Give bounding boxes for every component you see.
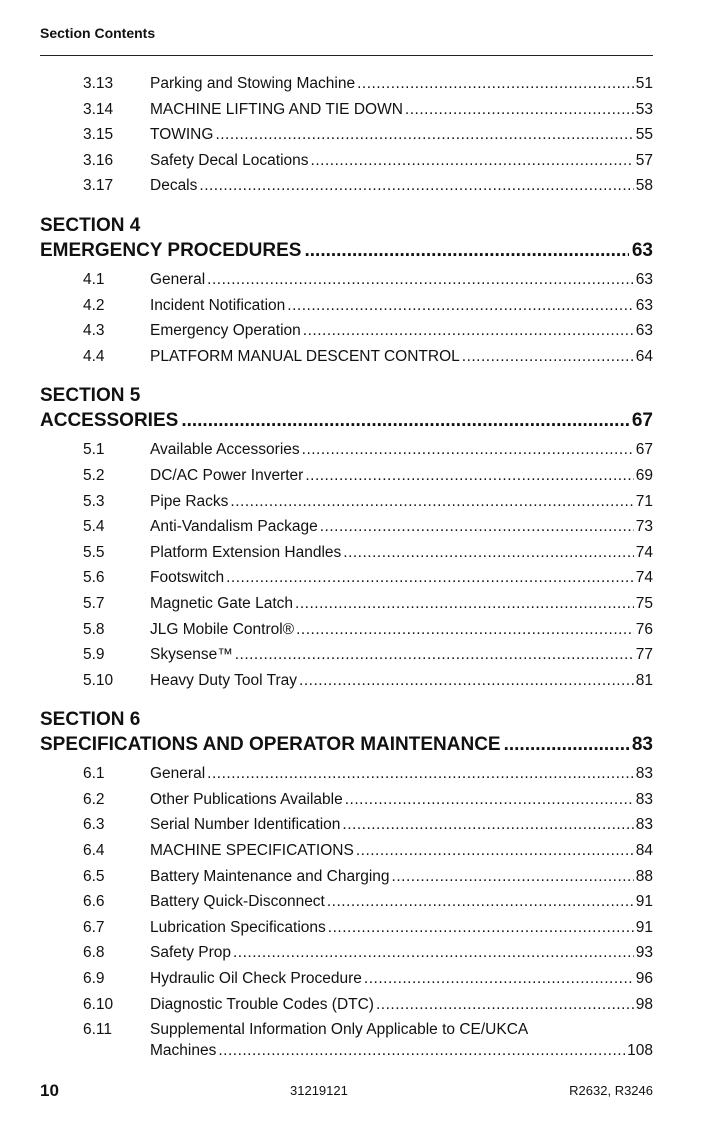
toc-entry[interactable] (40, 644, 653, 670)
toc-entry[interactable] (40, 175, 653, 201)
dot-leader (342, 816, 633, 834)
toc-entry-number: 5.10 (83, 671, 114, 689)
dot-leader (287, 297, 633, 315)
section-label: SECTION 5 (40, 385, 141, 407)
toc-entry-page-number: 83 (635, 765, 653, 783)
toc-entry[interactable] (40, 891, 653, 917)
toc-entry-title: Other Publications Available (150, 790, 343, 808)
section-heading[interactable] (40, 707, 653, 757)
toc-entry-page-number: 64 (635, 347, 653, 365)
section-page-number: 63 (631, 239, 653, 261)
toc-entry-number: 6.8 (83, 944, 105, 962)
toc-entry-title: Emergency Operation (150, 322, 301, 340)
toc-entry[interactable] (40, 866, 653, 892)
toc-entry-number: 6.7 (83, 918, 105, 936)
dot-leader (303, 322, 634, 340)
dot-leader (462, 348, 634, 366)
toc-entry-title: Safety Decal Locations (150, 151, 309, 169)
toc-entry-number: 4.3 (83, 322, 105, 340)
toc-entry-page-number: 71 (635, 492, 653, 510)
dot-leader (343, 544, 633, 562)
toc-entry-number: 5.4 (83, 518, 105, 536)
toc-entry-title: Heavy Duty Tool Tray (150, 671, 298, 689)
toc-entry-number: 5.8 (83, 620, 105, 638)
toc-entry-number: 4.4 (83, 347, 105, 365)
dot-leader (235, 646, 634, 664)
toc-entry-title: Footswitch (150, 569, 225, 587)
toc-entry[interactable] (40, 567, 653, 593)
toc-entry-page-number: 69 (635, 466, 653, 484)
dot-leader (295, 595, 634, 613)
toc-entry-page-number: 55 (635, 126, 653, 144)
toc-entry-number: 3.17 (83, 177, 114, 195)
toc-entry[interactable] (40, 465, 653, 491)
dot-leader (199, 177, 633, 195)
dot-leader (305, 467, 633, 485)
toc-entry-number: 5.5 (83, 543, 105, 561)
section-heading[interactable] (40, 383, 653, 433)
toc-entry-title-continued: Machines (150, 1042, 217, 1060)
toc-entry[interactable] (40, 840, 653, 866)
dot-leader (218, 1042, 625, 1060)
toc-entry-title: Serial Number Identification (150, 816, 341, 834)
toc-entry-page-number: 88 (635, 867, 653, 885)
dot-leader (299, 672, 634, 690)
toc-entry-title: Skysense™ (150, 646, 233, 664)
toc-entry-title: Diagnostic Trouble Codes (DTC) (150, 995, 374, 1013)
toc-entry-page-number: 58 (635, 177, 653, 195)
toc-entry-title: Available Accessories (150, 441, 300, 459)
section-label: SECTION 4 (40, 214, 141, 236)
toc-entry-page-number: 73 (635, 518, 653, 536)
toc-entry-page-number: 83 (635, 790, 653, 808)
toc-entry-page-number: 63 (635, 322, 653, 340)
toc-entry[interactable] (40, 789, 653, 815)
dot-leader (181, 408, 629, 433)
toc-entry-title: Supplemental Information Only Applicable to CE/UKCA (150, 1021, 529, 1039)
toc-entry-page-number: 67 (635, 441, 653, 459)
toc-entry-page-number: 75 (635, 594, 653, 612)
section-heading[interactable] (40, 213, 653, 263)
toc-entry-page-number: 63 (635, 296, 653, 314)
footer-document-number: 31219121 (290, 1083, 348, 1098)
toc-entry-title: Incident Notification (150, 296, 286, 314)
dot-leader (320, 518, 634, 536)
dot-leader (356, 842, 634, 860)
toc-entry-page-number: 108 (627, 1042, 653, 1060)
section-title: SPECIFICATIONS AND OPERATOR MAINTENANCE (40, 734, 501, 756)
toc-entry[interactable] (40, 320, 653, 346)
section-page-number: 67 (631, 410, 653, 432)
toc-entry-number: 6.5 (83, 867, 105, 885)
toc-entry-page-number: 96 (635, 970, 653, 988)
footer-revision: R2632, R3246 (569, 1083, 653, 1098)
dot-leader (311, 152, 634, 170)
toc-entry-page-number: 53 (635, 100, 653, 118)
toc-entry[interactable] (40, 269, 653, 295)
toc-entry-page-number: 91 (635, 893, 653, 911)
dot-leader (226, 569, 634, 587)
toc-entry[interactable] (40, 593, 653, 619)
dot-leader (230, 493, 633, 511)
toc-entry-page-number: 74 (635, 569, 653, 587)
page-header-title: Section Contents (40, 25, 156, 41)
toc-entry-number: 5.7 (83, 594, 105, 612)
toc-entry-title: TOWING (150, 126, 214, 144)
toc-entry-title: JLG Mobile Control® (150, 620, 295, 638)
toc-entry-page-number: 93 (635, 944, 653, 962)
toc-entry-title: Lubrication Specifications (150, 918, 326, 936)
toc-entry-number: 6.2 (83, 790, 105, 808)
toc-entry-number: 6.4 (83, 842, 105, 860)
dot-leader (345, 791, 634, 809)
toc-entry-title: Platform Extension Handles (150, 543, 342, 561)
toc-entry-number: 6.3 (83, 816, 105, 834)
toc-entry-title: Magnetic Gate Latch (150, 594, 294, 612)
toc-entry-page-number: 81 (635, 671, 653, 689)
toc-entry[interactable] (40, 1019, 653, 1065)
toc-entry-page-number: 83 (635, 816, 653, 834)
dot-leader (504, 732, 629, 757)
toc-entry-number: 4.1 (83, 270, 105, 288)
toc-entry[interactable] (40, 942, 653, 968)
section-label: SECTION 6 (40, 709, 141, 731)
dot-leader (392, 868, 634, 886)
section-title: EMERGENCY PROCEDURES (40, 239, 302, 261)
toc-entry-number: 6.6 (83, 893, 105, 911)
toc-entry-number: 5.3 (83, 492, 105, 510)
toc-entry-page-number: 57 (635, 151, 653, 169)
toc-entry-page-number: 84 (635, 842, 653, 860)
toc-entry[interactable] (40, 491, 653, 517)
toc-entry-number: 5.2 (83, 466, 105, 484)
toc-entry-page-number: 51 (635, 75, 653, 92)
dot-leader (215, 126, 633, 144)
dot-leader (328, 919, 634, 937)
toc-entry[interactable] (40, 619, 653, 645)
toc-entry-number: 5.6 (83, 569, 105, 587)
toc-entry-title: Battery Quick-Disconnect (150, 893, 325, 911)
toc-entry[interactable] (40, 124, 653, 150)
toc-entry[interactable] (40, 542, 653, 568)
toc-entry-number: 3.14 (83, 100, 114, 118)
toc-entry-number: 5.1 (83, 441, 105, 459)
toc-entry[interactable] (40, 346, 653, 372)
dot-leader (304, 238, 628, 263)
toc-entry-title: MACHINE LIFTING AND TIE DOWN (150, 100, 403, 118)
dot-leader (327, 893, 634, 911)
dot-leader (207, 765, 634, 783)
toc-entry-number: 6.11 (83, 1021, 113, 1039)
toc-entry-number: 6.9 (83, 970, 105, 988)
toc-entry-page-number: 91 (635, 918, 653, 936)
toc-entry-title: General (150, 270, 206, 288)
toc-entry-page-number: 76 (635, 620, 653, 638)
toc-entry[interactable] (40, 968, 653, 994)
toc-entry-title: Hydraulic Oil Check Procedure (150, 970, 362, 988)
dot-leader (405, 101, 634, 119)
header-divider (40, 55, 653, 56)
section-page-number: 83 (631, 734, 653, 756)
toc-entry-number: 3.16 (83, 151, 114, 169)
toc-entry-number: 5.9 (83, 646, 105, 664)
toc-entry-page-number: 98 (635, 995, 653, 1013)
dot-leader (233, 944, 634, 962)
toc-entry-number: 4.2 (83, 296, 105, 314)
toc-entry-number: 6.1 (83, 765, 105, 783)
toc-entry-title: General (150, 765, 206, 783)
table-of-contents (40, 73, 653, 1065)
dot-leader (364, 970, 634, 988)
toc-entry-page-number: 77 (635, 646, 653, 664)
toc-entry-title: Parking and Stowing Machine (150, 75, 356, 92)
toc-entry-title: DC/AC Power Inverter (150, 466, 304, 484)
toc-entry-page-number: 63 (635, 270, 653, 288)
toc-entry[interactable] (40, 917, 653, 943)
toc-entry[interactable] (40, 814, 653, 840)
dot-leader (357, 75, 634, 93)
dot-leader (302, 441, 634, 459)
toc-entry-title: Battery Maintenance and Charging (150, 867, 390, 885)
toc-entry-title: Pipe Racks (150, 492, 229, 510)
toc-entry[interactable] (40, 763, 653, 789)
toc-entry[interactable] (40, 516, 653, 542)
toc-entry[interactable] (40, 670, 653, 696)
toc-entry-title: MACHINE SPECIFICATIONS (150, 842, 354, 860)
toc-entry[interactable] (40, 439, 653, 465)
toc-entry-title: PLATFORM MANUAL DESCENT CONTROL (150, 347, 460, 365)
toc-entry[interactable] (40, 99, 653, 125)
section-title: ACCESSORIES (40, 410, 179, 432)
toc-entry[interactable] (40, 295, 653, 321)
toc-entry-page-number: 74 (635, 543, 653, 561)
toc-entry-number: 3.15 (83, 126, 114, 144)
toc-entry[interactable] (40, 150, 653, 176)
footer-page-number: 10 (40, 1081, 59, 1100)
dot-leader (207, 271, 634, 289)
toc-entry-number: 6.10 (83, 995, 114, 1013)
dot-leader (376, 996, 634, 1014)
toc-entry-title: Anti-Vandalism Package (150, 518, 318, 536)
toc-entry-title: Decals (150, 177, 198, 195)
toc-entry[interactable] (40, 994, 653, 1020)
toc-entry[interactable] (40, 73, 653, 99)
dot-leader (296, 621, 634, 639)
toc-entry-title: Safety Prop (150, 944, 231, 962)
toc-entry-number: 3.13 (83, 75, 114, 92)
